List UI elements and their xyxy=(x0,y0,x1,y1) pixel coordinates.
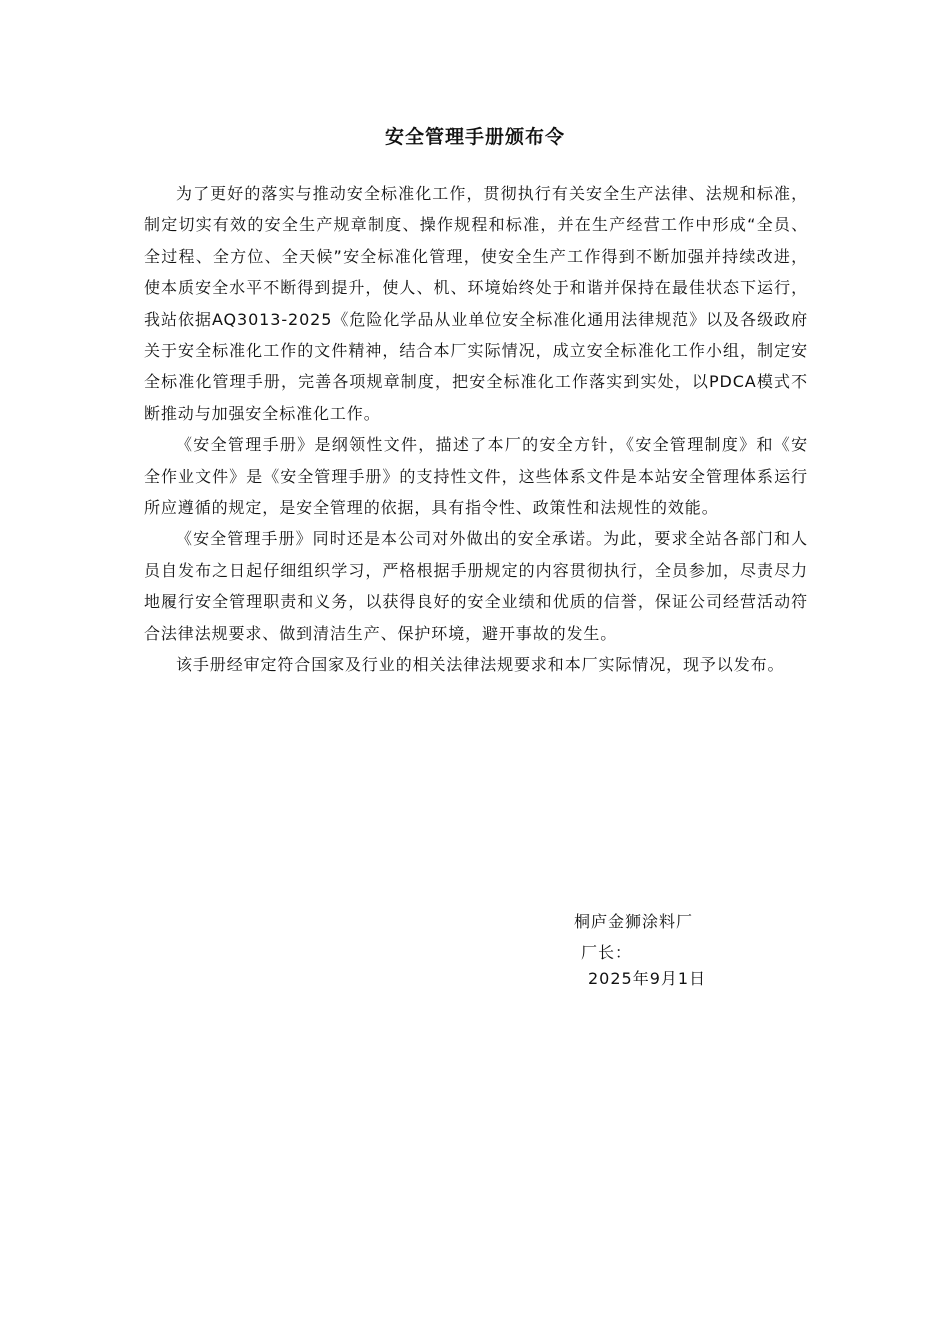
paragraph-2: 《安全管理手册》是纲领性文件，描述了本厂的安全方针，《安全管理制度》和《安全作业文件》是《安全管理手册》的支持性文件，这些体系文件是本站安全管理体系运行所应遵循的规定，是安全管理的依据，具有指令性、政策性和法规性的效能。 xyxy=(144,435,808,518)
document-body xyxy=(144,178,808,681)
paragraph-3: 《安全管理手册》同时还是本公司对外做出的安全承诺。为此，要求全站各部门和人员自发布之日起仔细组织学习，严格根据手册规定的内容贯彻执行，全员参加，尽责尽力地履行安全管理职责和义务，以获得良好的安全业绩和优质的信誉，保证公司经营活动符合法律法规要求、做到清洁生产、保护环境，避开事故的发生。 xyxy=(144,529,808,643)
paragraph-4: 该手册经审定符合国家及行业的相关法律法规要求和本厂实际情况，现予以发布。 xyxy=(176,655,785,675)
paragraph-1: 为了更好的落实与推动安全标准化工作，贯彻执行有关安全生产法律、法规和标准，制定切实有效的安全生产规章制度、操作规程和标准，并在生产经营工作中形成“全员、全过程、全方位、全天候”安全标准化管理，使安全生产工作得到不断加强并持续改进，使本质安全水平不断得到提升，使人、机、环境始终处于和谐并保持在最佳状态下运行，我站依据AQ3013-2025《危险化学品从业单位安全标准化通用法律规范》以及各级政府关于安全标准化工作的文件精神，结合本厂实际情况，成立安全标准化工作小组，制定安全标准化管理手册，完善各项规章制度，把安全标准化工作落实到实处，以PDCA模式不断推动与加强安全标准化工作。 xyxy=(144,184,808,423)
signature-date: 2025年9月1日 xyxy=(588,969,707,988)
document-title: 安全管理手册颁布令 xyxy=(384,126,565,148)
signature-director-label: 厂长： xyxy=(581,943,633,962)
signature-company: 桐庐金狮涂料厂 xyxy=(574,912,694,931)
